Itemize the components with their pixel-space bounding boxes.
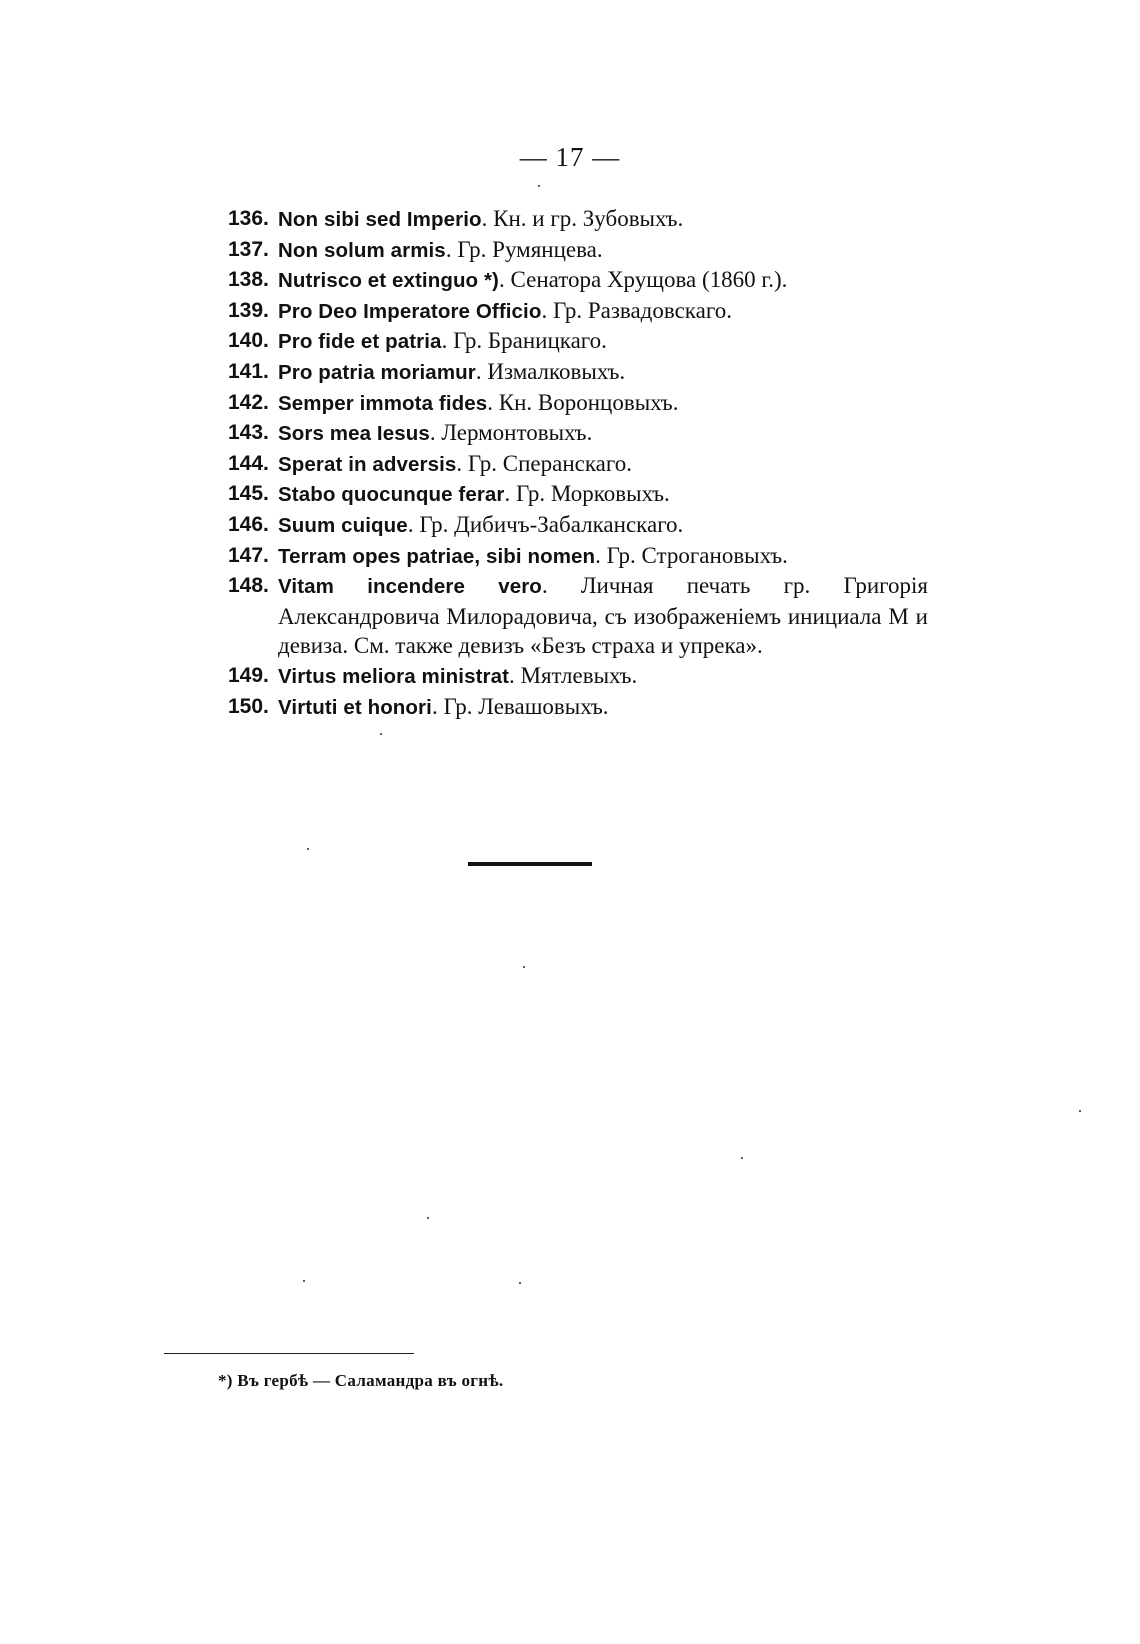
list-item [228, 204, 928, 235]
section-divider [468, 862, 592, 866]
entry-description: . Гр. Развадовскаго. [541, 297, 732, 323]
scan-speck [307, 848, 309, 850]
entry-number: 143. [228, 421, 269, 445]
entry-motto: Pro Deo Imperatore Officio [278, 299, 542, 323]
entry-number: 150. [228, 694, 269, 718]
entry-number: 136. [228, 207, 269, 230]
entry-number: 148. [228, 574, 269, 598]
entry-number: 140. [228, 329, 269, 353]
entry-description: . Гр. Сперанскаго. [456, 450, 632, 476]
entry-description: . Измалковыхъ. [475, 358, 626, 384]
entry-number: 147. [228, 543, 269, 567]
entry-motto: Sperat in adversis [278, 452, 457, 476]
list-item [228, 357, 928, 388]
entry-number: 141. [228, 359, 269, 383]
list-item [228, 418, 928, 449]
footnote: *) Въ гербѣ — Саламандра въ огнѣ. [218, 1371, 504, 1390]
entry-number: 144. [228, 451, 269, 475]
entry-number: 139. [228, 298, 269, 322]
list-item [228, 479, 928, 510]
list-item [228, 510, 928, 541]
entry-description: . Гр. Строгановыхъ. [595, 542, 788, 568]
entry-motto: Nutrisco et extinguo *) [278, 269, 499, 293]
entry-number: 149. [228, 663, 269, 687]
list-item [228, 541, 928, 572]
entry-motto: Semper immota fides [278, 391, 488, 415]
entry-description: . Лермонтовыхъ. [429, 420, 593, 446]
entry-motto: Sors mea Iesus [278, 422, 430, 446]
scan-speck [523, 966, 525, 968]
scan-speck [538, 185, 540, 187]
entry-motto: Stabo quocunque ferar [278, 483, 505, 507]
scan-speck [519, 1282, 521, 1284]
entry-number: 138. [228, 268, 269, 292]
entry-motto: Pro patria moriamur [278, 360, 476, 384]
scan-speck [1079, 1110, 1081, 1112]
entry-number: 137. [228, 237, 269, 261]
entry-motto: Virtus meliora ministrat [278, 664, 510, 688]
entry-description: . Гр. Левашовыхъ. [431, 693, 609, 719]
entry-number: 145. [228, 482, 269, 506]
list-item [228, 296, 928, 327]
list-item [228, 661, 928, 692]
list-item [228, 449, 928, 480]
entry-description: . Кн. Воронцовыхъ. [487, 389, 679, 415]
list-item [228, 326, 928, 357]
scan-speck [427, 1217, 429, 1219]
entry-motto: Non solum armis [278, 238, 446, 262]
entry-motto: Terram opes patriae, sibi nomen [278, 544, 596, 568]
list-item [228, 571, 928, 661]
entry-description: . Гр. Морковыхъ. [504, 481, 670, 507]
entry-description: . Гр. Румянцева. [445, 236, 603, 262]
scan-speck [741, 1157, 743, 1159]
motto-list [228, 204, 928, 722]
footnote-divider [164, 1353, 414, 1354]
entry-description: . Гр. Браницкаго. [441, 328, 607, 354]
entry-number: 142. [228, 390, 269, 414]
scan-speck [303, 1280, 305, 1282]
entry-description: . Личная печать гр. Григорія Александровича Милорадовича, съ изображеніемъ инициала М и девиза. См. также девизъ «Безъ страха и упрека». [278, 573, 928, 659]
list-item [228, 692, 928, 723]
entry-motto: Suum cuique [278, 513, 408, 537]
list-item [228, 235, 928, 266]
page-number: — 17 — [519, 142, 621, 172]
scan-speck [380, 733, 382, 735]
entry-description: . Кн. и гр. Зубовыхъ. [481, 206, 684, 231]
entry-description: . Сенатора Хрущова (1860 г.). [498, 267, 788, 293]
entry-motto: Virtuti et honori [278, 695, 432, 719]
entry-motto: Non sibi sed Imperio [278, 208, 482, 231]
entry-motto: Pro fide et patria [278, 330, 442, 354]
entry-description: . Гр. Дибичъ-Забалканскаго. [407, 511, 684, 537]
list-item [228, 388, 928, 419]
entry-motto: Vitam incendere vero [278, 575, 542, 599]
entry-description: . Мятлевыхъ. [509, 662, 638, 688]
list-item [228, 265, 928, 296]
entry-number: 146. [228, 512, 269, 536]
